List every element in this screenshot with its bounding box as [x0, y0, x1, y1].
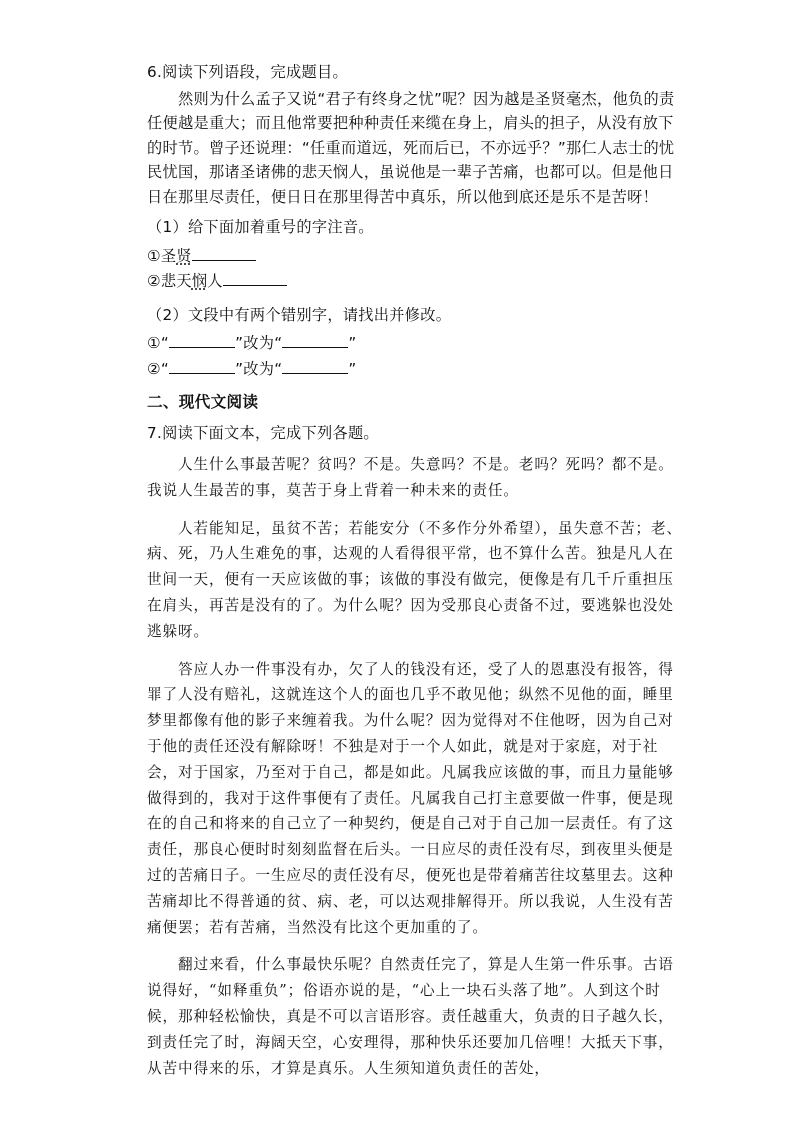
row-number: ②	[147, 359, 161, 378]
question-7-title: 7.阅读下面文本，完成下列各题。	[147, 423, 379, 442]
document-page	[147, 60, 687, 1093]
sub2-row-1	[147, 330, 687, 356]
close-quote: ”	[348, 334, 357, 352]
change-to-text: ”改为“	[235, 334, 283, 352]
question-6-passage: 然则为什么孟子又说“君子有终身之忧”呢？因为越是圣贤毫杰，他负的责任便越是重大；而且他常要把种种责任来缆在身上，肩头的担子，从没有放下的时节。曾子还说理：“任重而道远，死而后已，不亦远乎？”那仁人志士的忧民忧国，那诸圣诸佛的悲天悯人，虽说他是一辈子苦痛，也都可以。但是他日日在那里尽责任，便日日在那里得苦中真乐，所以他到底还是乐不是苦呀！	[147, 89, 675, 206]
section-heading: 二、现代文阅读	[147, 393, 259, 411]
item-number: ②	[147, 272, 161, 290]
emphasized-char: 贤	[176, 246, 192, 265]
correct-char-blank[interactable]	[282, 330, 348, 348]
question-6-sub2-prompt: （2）文段中有两个错别字，请找出并修改。	[147, 305, 452, 324]
emphasized-char: 悯	[191, 272, 208, 290]
change-to-text: ”改为“	[235, 359, 283, 378]
wrong-char-blank[interactable]	[169, 330, 235, 348]
item-text: 圣	[160, 246, 177, 265]
answer-blank[interactable]	[223, 268, 287, 286]
answer-blank[interactable]	[192, 243, 256, 261]
passage-paragraph: 人生什么事最苦呢？贫吗？不是。失意吗？不是。老吗？死吗？都不是。我说人生最苦的事，莫苦于身上背着一种未来的责任。	[147, 456, 674, 499]
sub1-item-2	[147, 268, 687, 294]
question-6-sub1-prompt: （1）给下面加着重号的字注音。	[147, 218, 374, 236]
passage-paragraph: 答应人办一件事没有办，欠了人的钱没有还，受了人的恩惠没有报答，得罪了人没有赔礼，这就连这个人的面也几乎不敢见他；纵然不见他的面，睡里梦里都像有他的影子来缠着我。为什么呢？因为觉得对不住他呀，因为自己对于他的责任还没有解除呀！不独是对于一个人如此，就是对于家庭，对于社会，对于国家，乃至对于自己，都是如此。凡属我应该做的事，而且力量能够做得到的，我对于这件事便有了责任。凡属我自己打主意要做一件事，便是现在的自己和将来的自己立了一种契约，便是自己对于自己加一层责任。有了这责任，那良心便时时刻刻监督在后头。一日应尽的责任没有尽，到夜里头便是过的苦痛日子。一生应尽的责任没有尽，便死也是带着痛苦往坟墓里去。这种苦痛却比不得普通的贫、病、老，可以达观排解得开。所以我说，人生没有苦痛便罢；若有苦痛，当然没有比这个更加重的了。	[147, 660, 674, 936]
item-number: ①	[147, 246, 161, 265]
item-text: 人	[207, 272, 223, 290]
open-quote: “	[160, 359, 170, 378]
sub2-row-2	[147, 356, 687, 382]
question-6-title: 6.阅读下列语段，完成题目。	[147, 63, 348, 81]
passage-paragraph: 翻过来看，什么事最快乐呢？自然责任完了，算是人生第一件乐事。古语说得好，“如释重负”；俗语亦说的是，“心上一块石头落了地”。人到这个时候，那种轻松愉快，真是不可以言语形容。责任越重大，负责的日子越久长，到责任完了时，海阔天空，心安理得，那种快乐还要加几倍哩！大抵天下事，从苦中得来的乐，才算是真乐。人生须知道负责任的苦处，	[147, 956, 674, 1077]
item-text: 悲天	[160, 272, 192, 290]
wrong-char-blank[interactable]	[169, 356, 235, 374]
open-quote: “	[160, 334, 170, 352]
row-number: ①	[147, 334, 161, 352]
correct-char-blank[interactable]	[282, 356, 348, 374]
sub1-item-1	[147, 243, 687, 269]
passage-paragraph: 人若能知足，虽贫不苦；若能安分（不多作分外希望），虽失意不苦；老、病、死，乃人生难免的事，达观的人看得很平常，也不算什么苦。独是凡人在世间一天，便有一天应该做的事；该做的事没有做完，便像是有几千斤重担压在肩头，再苦是没有的了。为什么呢？因为受那良心责备不过，要逃躲也没处逃躲呀。	[147, 519, 682, 640]
close-quote: ”	[348, 359, 357, 378]
